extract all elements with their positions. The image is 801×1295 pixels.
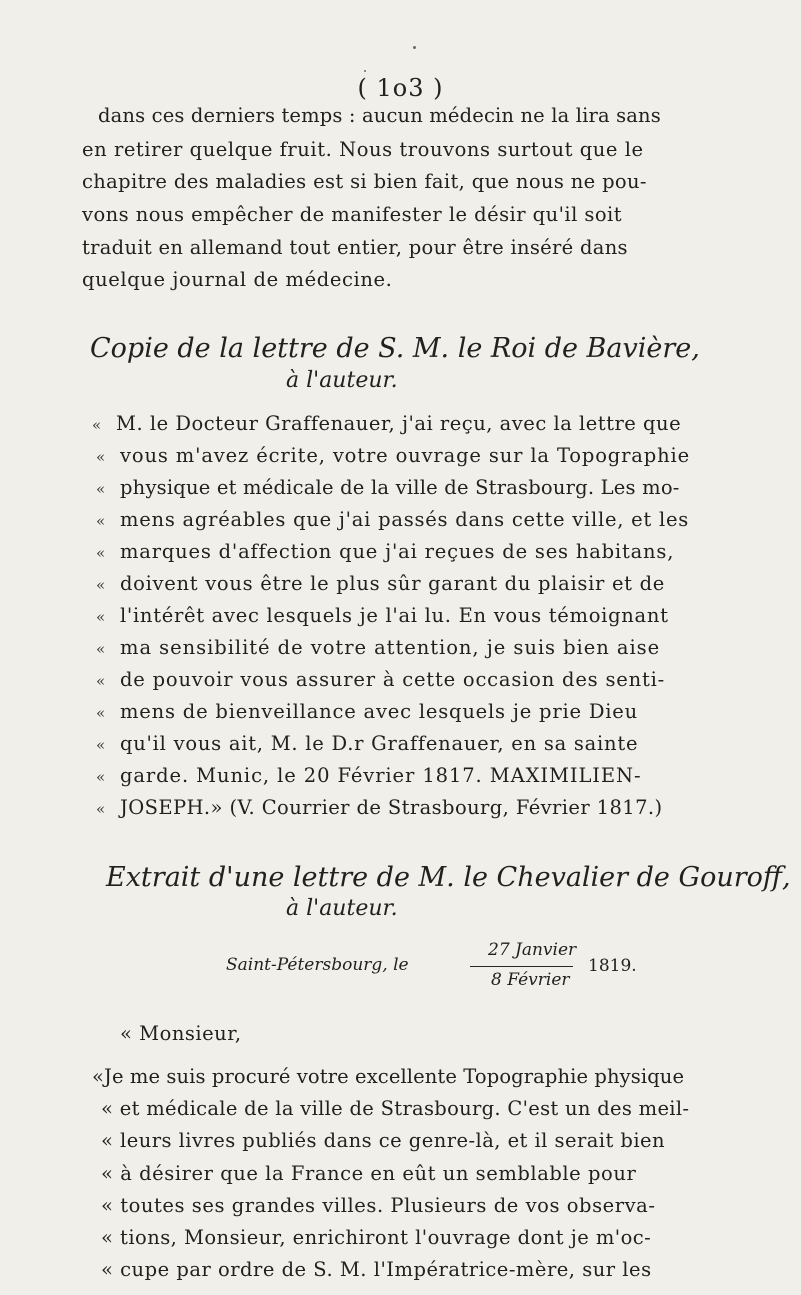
- quote-mark: «: [96, 768, 106, 786]
- quote-mark: «: [96, 640, 106, 658]
- letter2-line-7: « cupe par ordre de S. M. l'Impératrice-mère, sur les: [101, 1258, 652, 1281]
- letter2-line-2: « et médicale de la ville de Strasbourg. C'est un des meil-: [101, 1097, 690, 1120]
- date-place: Saint-Pétersbourg, le: [226, 955, 409, 975]
- salutation: « Monsieur,: [120, 1022, 242, 1045]
- letter1-line-12: « garde. Munic, le 20 Février 1817. MAXIMILIEN-: [96, 764, 642, 787]
- letter1-line-2: « vous m'avez écrite, votre ouvrage sur la Topographie: [96, 444, 691, 467]
- intro-line-2: en retirer quelque fruit. Nous trouvons surtout que le: [82, 138, 644, 161]
- quote-mark: «: [96, 544, 106, 562]
- section-subheading-gouroff-letter: à l'auteur.: [286, 896, 398, 921]
- section-heading-gouroff-letter: Extrait d'une lettre de M. le Chevalier de Gouroff,: [106, 862, 791, 893]
- letter1-line-8: « ma sensibilité de votre attention, je suis bien aise: [96, 636, 661, 659]
- letter1-line-13: « JOSEPH.» (V. Courrier de Strasbourg, Février 1817.): [96, 796, 663, 819]
- quote-mark: «: [96, 512, 106, 530]
- intro-line-3: chapitre des maladies est si bien fait, que nous ne pou-: [82, 170, 647, 193]
- quote-mark: «: [96, 576, 106, 594]
- section-subheading-king-letter: à l'auteur.: [286, 368, 398, 393]
- date-year: 1819.: [588, 956, 637, 976]
- quote-mark: «: [96, 704, 106, 722]
- quote-mark: «: [96, 448, 106, 466]
- letter1-line-9: « de pouvoir vous assurer à cette occasion des senti-: [96, 668, 666, 691]
- letter1-line-1: « M. le Docteur Graffenauer, j'ai reçu, avec la lettre que: [92, 412, 682, 435]
- paper-speck: [413, 46, 416, 49]
- letter1-line-5: « marques d'affection que j'ai reçues de ses habitans,: [96, 540, 675, 563]
- letter1-line-7: « l'intérêt avec lesquels je l'ai lu. En vous témoignant: [96, 604, 669, 627]
- section-heading-king-letter: Copie de la lettre de S. M. le Roi de Bavière,: [90, 333, 700, 364]
- quote-mark: «: [96, 608, 106, 626]
- paper-speck: [364, 70, 366, 72]
- letter1-line-11: « qu'il vous ait, M. le D.r Graffenauer, en sa sainte: [96, 732, 639, 755]
- intro-line-6: quelque journal de médecine.: [82, 268, 393, 291]
- letter1-line-3: « physique et médicale de la ville de Strasbourg. Les mo-: [96, 476, 680, 499]
- letter1-line-4: « mens agréables que j'ai passés dans cette ville, et les: [96, 508, 689, 531]
- letter2-line-6: « tions, Monsieur, enrichiront l'ouvrage dont je m'oc-: [101, 1226, 652, 1249]
- date-second: 8 Février: [491, 970, 570, 990]
- page-number: ( 1o3 ): [357, 74, 444, 102]
- quote-mark: «: [96, 736, 106, 754]
- date-first: 27 Janvier: [488, 940, 577, 960]
- intro-line-1: dans ces derniers temps : aucun médecin ne la lira sans: [98, 104, 661, 127]
- letter2-line-1: «Je me suis procuré votre excellente Topographie physique: [92, 1065, 685, 1088]
- quote-mark: «: [96, 800, 106, 818]
- quote-mark: «: [96, 480, 106, 498]
- letter1-line-10: « mens de bienveillance avec lesquels je prie Dieu: [96, 700, 638, 723]
- intro-line-5: traduit en allemand tout entier, pour être inséré dans: [82, 236, 628, 259]
- letter1-line-6: « doivent vous être le plus sûr garant du plaisir et de: [96, 572, 666, 595]
- letter2-line-4: « à désirer que la France en eût un semblable pour: [101, 1162, 637, 1185]
- letter2-line-5: « toutes ses grandes villes. Plusieurs de vos observa-: [101, 1194, 656, 1217]
- letter2-line-3: « leurs livres publiés dans ce genre-là, et il serait bien: [101, 1129, 666, 1152]
- quote-mark: «: [96, 672, 106, 690]
- intro-line-4: vons nous empêcher de manifester le désir qu'il soit: [82, 203, 623, 226]
- date-divider: [470, 966, 573, 967]
- quote-mark: «: [92, 416, 102, 434]
